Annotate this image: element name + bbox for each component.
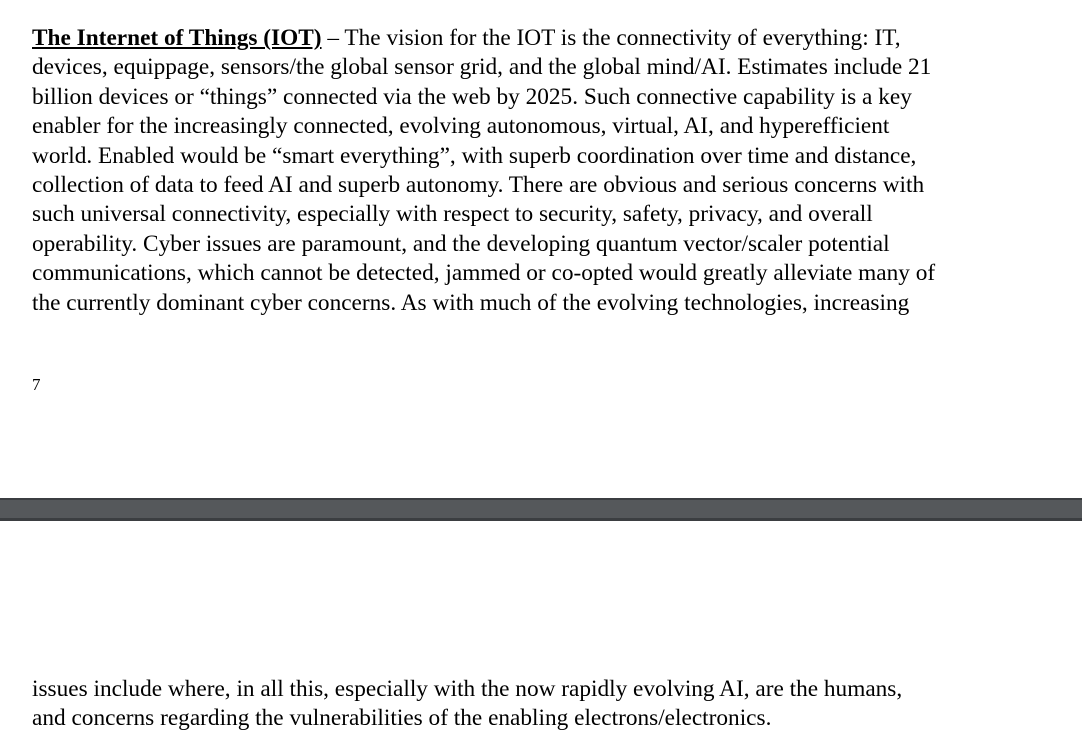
paragraph-line: enabler for the increasingly connected, evolving autonomous, virtual, AI, and hyperefficient <box>32 113 890 140</box>
section-heading: The Internet of Things (IOT) <box>32 25 322 51</box>
paragraph-line-text: – The vision for the IOT is the connectivity of everything: IT, <box>321 25 901 51</box>
paragraph-line: communications, which cannot be detected, jammed or co-opted would greatly alleviate many of <box>32 260 936 287</box>
paragraph-line: operability. Cyber issues are paramount, and the developing quantum vector/scaler potential <box>32 230 890 257</box>
iot-paragraph-continued <box>32 675 1042 734</box>
paragraph-line: such universal connectivity, especially with respect to security, safety, privacy, and overall <box>32 201 873 228</box>
paragraph-line: billion devices or “things” connected via the web by 2025. Such connective capability is a key <box>32 83 912 110</box>
document-page-8 <box>0 521 1082 750</box>
page-separator <box>0 498 1082 521</box>
paragraph-line: world. Enabled would be “smart everything”, with superb coordination over time and distance, <box>32 142 917 169</box>
iot-paragraph <box>32 24 1042 318</box>
paragraph-line: the currently dominant cyber concerns. As with much of the evolving technologies, increasing <box>32 289 910 316</box>
paragraph-line: and concerns regarding the vulnerabilities of the enabling electrons/electronics. <box>32 705 772 732</box>
paragraph-line: devices, equippage, sensors/the global sensor grid, and the global mind/AI. Estimates include 21 <box>32 54 932 81</box>
paragraph-line: issues include where, in all this, especially with the now rapidly evolving AI, are the humans, <box>32 676 903 702</box>
paragraph-line <box>32 24 1042 53</box>
paragraph-line: collection of data to feed AI and superb autonomy. There are obvious and serious concerns with <box>32 172 925 199</box>
page-number: 7 <box>32 375 41 394</box>
